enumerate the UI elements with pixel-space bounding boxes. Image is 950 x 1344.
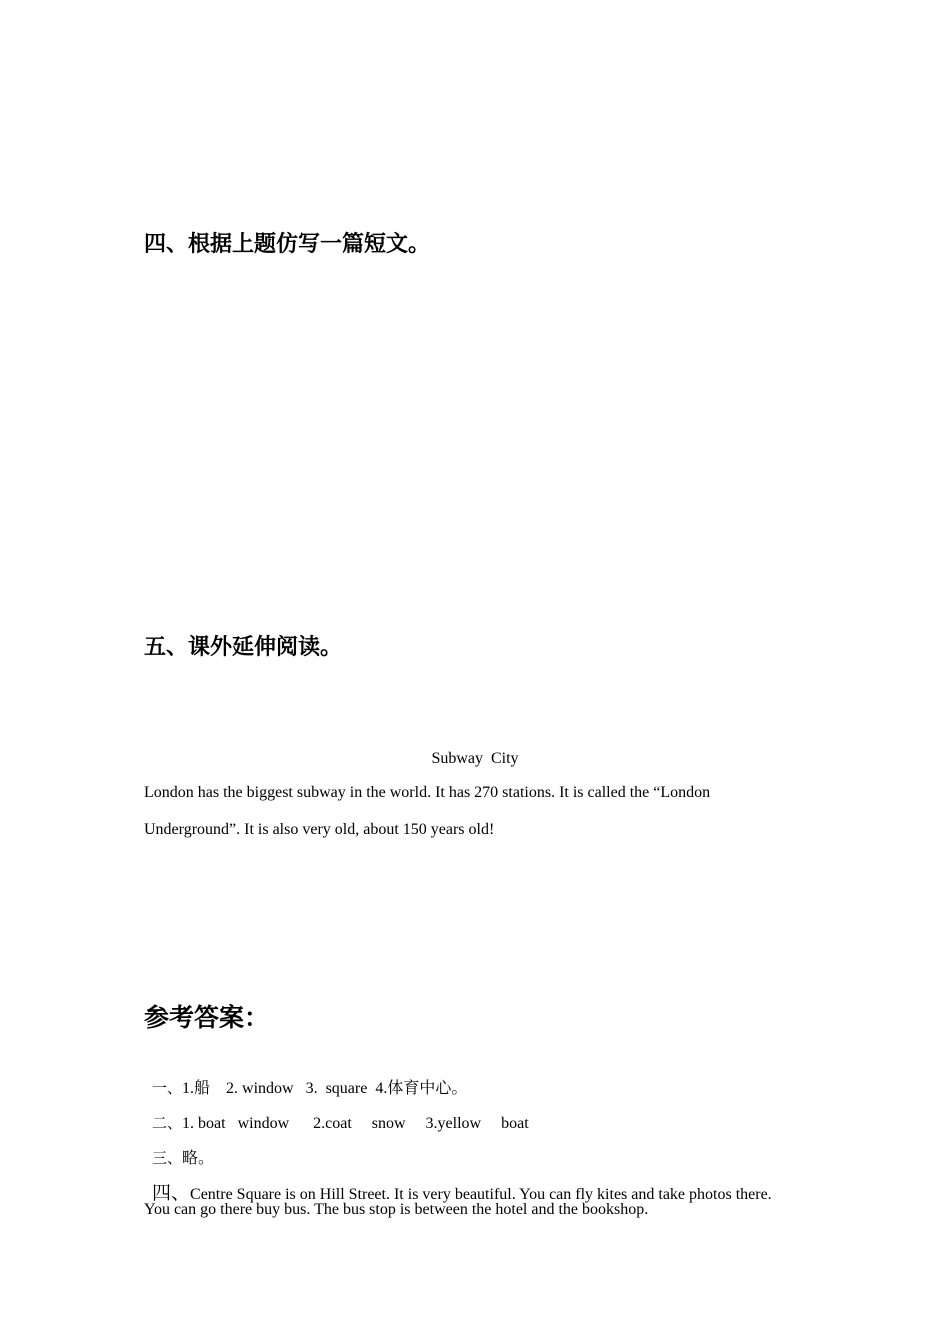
section-five-heading: 五、课外延伸阅读。	[144, 635, 343, 660]
answer-item-3-text: 略。	[182, 1150, 215, 1167]
answer-item-2-text: 1. boat window 2.coat snow 3.yellow boat	[182, 1115, 529, 1132]
answer-item-4-continuation: You can go there buy bus. The bus stop is between the hotel and the bookshop.	[144, 1201, 649, 1218]
answer-key-heading: 参考答案：	[144, 1003, 270, 1032]
answer-item-3-prefix: 三、	[152, 1149, 183, 1167]
answer-item-2-prefix: 二、	[152, 1114, 183, 1132]
passage-line-2: Underground”. It is also very old, about 150 years old!	[144, 821, 495, 838]
answer-item-4-prefix: 四、	[152, 1182, 191, 1204]
section-four-heading: 四、根据上题仿写一篇短文。	[144, 232, 431, 257]
passage-title: Subway City	[431, 750, 519, 767]
passage-line-1: London has the biggest subway in the world. It has 270 stations. It is called the “London	[144, 784, 711, 801]
answer-item-4-text: Centre Square is on Hill Street. It is very beautiful. You can fly kites and take photos there.	[190, 1186, 772, 1203]
answer-item-1-text: 1.船 2. window 3. square 4.体育中心。	[182, 1080, 468, 1097]
answer-item-4	[144, 1163, 772, 1205]
answer-item-1-prefix: 一、	[152, 1079, 183, 1097]
